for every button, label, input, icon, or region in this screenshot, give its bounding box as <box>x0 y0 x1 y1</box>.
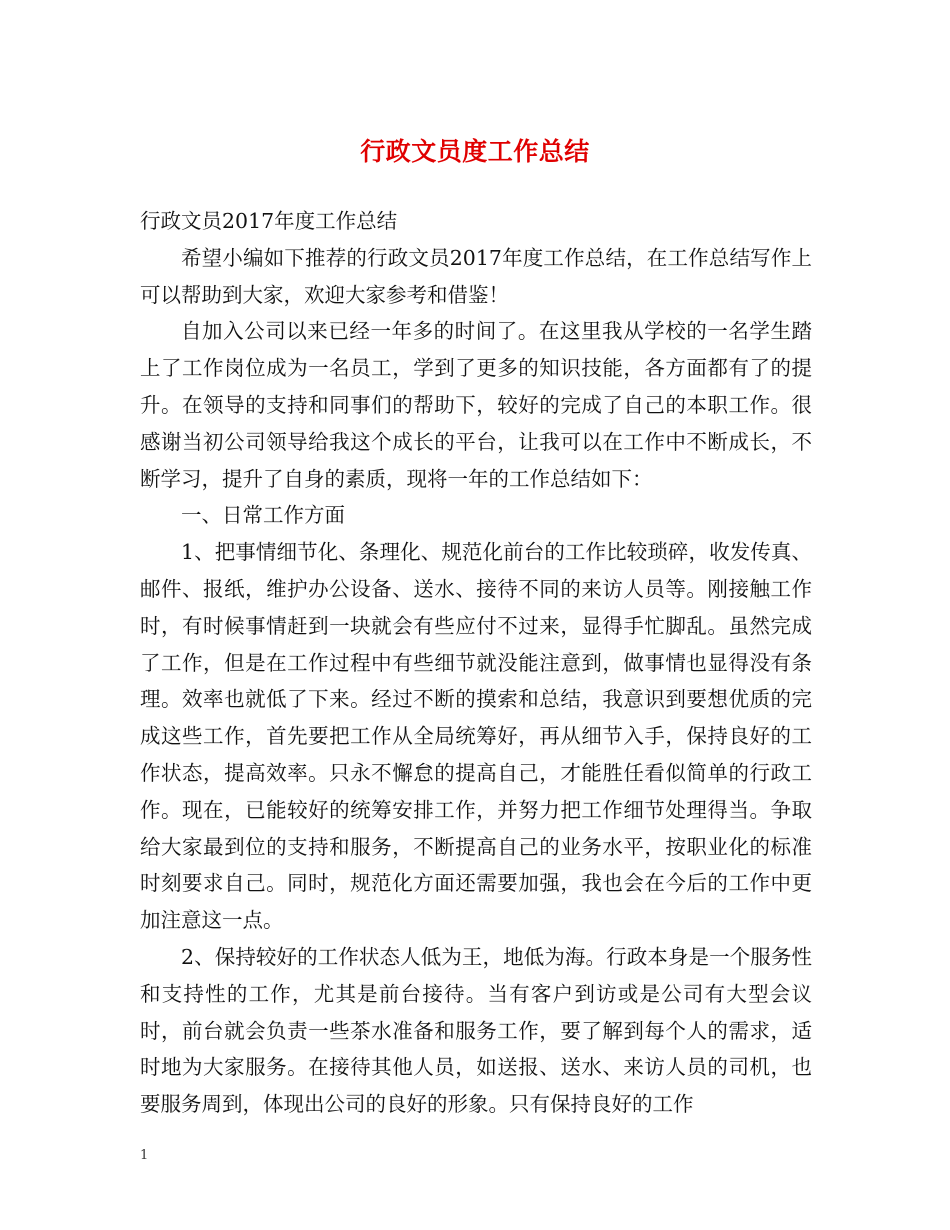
section-heading-daily-work: 一、日常工作方面 <box>181 503 345 528</box>
paragraph-item-1: 1、把事情细节化、条理化、规范化前台的工作比较琐碎，收发传真、邮件、报纸，维护办公设备、送水、接待不同的来访人员等。刚接触工作时，有时候事情赶到一块就会有些应付不过来，显得手忙脚乱。虽然完成了工作，但是在工作过程中有些细节就没能注意到，做事情也显得没有条理。效率也就低了下来。经过不断的摸索和总结，我意识到要想优质的完成这些工作，首先要把工作从全局统筹好，再从细节入手，保持良好的工作状态，提高效率。只永不懈怠的提高自己，才能胜任看似简单的行政工作。现在，已能较好的统筹安排工作，并努力把工作细节处理得当。争取给大家最到位的支持和服务，不断提高自己的业务水平，按职业化的标准时刻要求自己。同时，规范化方面还需要加强，我也会在今后的工作中更加注意这一点。 <box>140 540 812 933</box>
page-number: 1 <box>140 1148 149 1163</box>
document-body <box>140 203 812 1123</box>
document-title: 行政文员度工作总结 <box>360 137 590 166</box>
paragraph-item-2: 2、保持较好的工作状态人低为王，地低为海。行政本身是一个服务性和支持性的工作，尤其是前台接待。当有客户到访或是公司有大型会议时，前台就会负责一些茶水准备和服务工作，要了解到每个人的需求，适时地为大家服务。在接待其他人员，如送报、送水、来访人员的司机，也要服务周到，体现出公司的良好的形象。只有保持良好的工作 <box>140 944 812 1117</box>
document-subtitle: 行政文员2017年度工作总结 <box>140 209 398 233</box>
paragraph-intro: 希望小编如下推荐的行政文员2017年度工作总结，在工作总结写作上可以帮助到大家，欢迎大家参考和借鉴！ <box>140 245 812 307</box>
paragraph-background: 自加入公司以来已经一年多的时间了。在这里我从学校的一名学生踏上了工作岗位成为一名员工，学到了更多的知识技能，各方面都有了的提升。在领导的支持和同事们的帮助下，较好的完成了自己的本职工作。很感谢当初公司领导给我这个成长的平台，让我可以在工作中不断成长，不断学习，提升了自身的素质，现将一年的工作总结如下： <box>140 319 812 491</box>
